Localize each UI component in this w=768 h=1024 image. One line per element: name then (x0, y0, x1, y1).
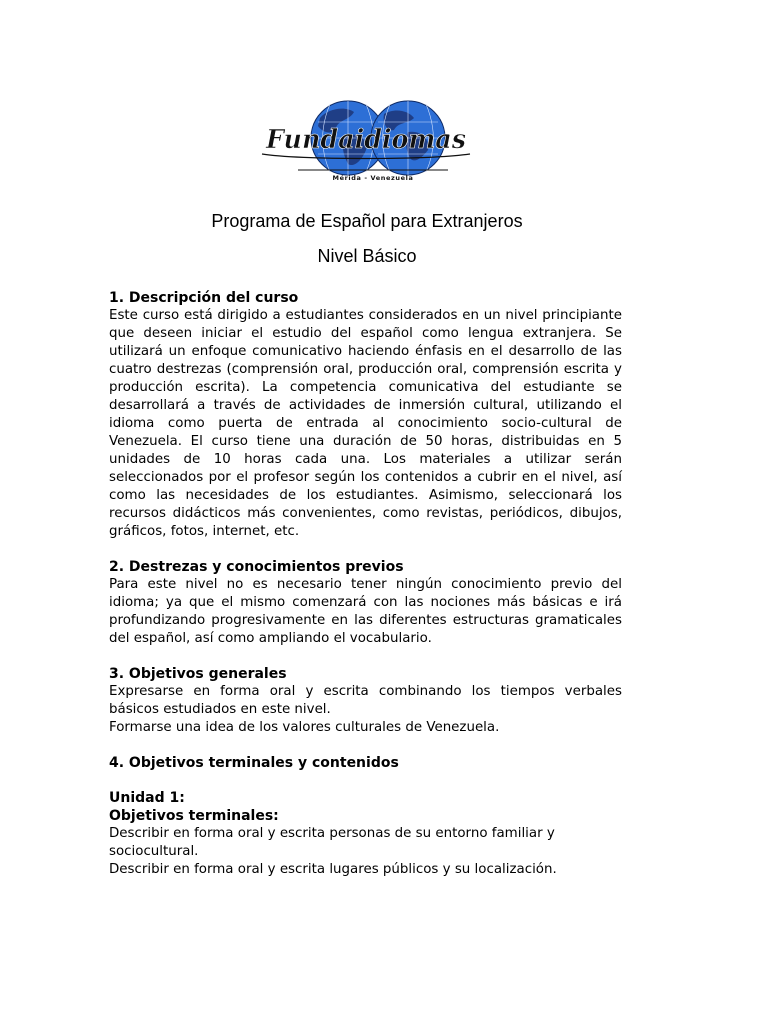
section-3-heading: 3. Objetivos generales (109, 666, 287, 682)
unit-1-objective-2: Describir en forma oral y escrita lugares públicos y su localización. (109, 862, 557, 877)
page-subtitle: Nivel Básico (317, 246, 417, 266)
terminal-objectives-heading: Objetivos terminales: (109, 808, 279, 824)
section-4-heading: 4. Objetivos terminales y contenidos (109, 755, 399, 771)
logo-brand-text: Fundaidiomas (265, 125, 467, 155)
section-2-heading: 2. Destrezas y conocimientos previos (109, 559, 404, 575)
page-title: Programa de Español para Extranjeros (211, 211, 523, 231)
logo-location-text: Mérida - Venezuela (332, 174, 414, 182)
unit-1-heading: Unidad 1: (109, 790, 185, 806)
unit-1-objective-1: Describir en forma oral y escrita personas de su entorno familiar y sociocultural. (109, 826, 555, 859)
section-1-heading: 1. Descripción del curso (109, 290, 299, 306)
section-3-body-2: Formarse una idea de los valores culturales de Venezuela. (109, 720, 500, 735)
document-body (109, 289, 622, 879)
section-1-body: Este curso está dirigido a estudiantes considerados en un nivel principiante que deseen iniciar el estudio del español como lengua extranjera. Se utilizará un enfoque comunicativo haciendo énfasis en el desarrollo de las cuatro destrezas (comprensión oral, producción oral, comprensión escrita y producción escrita). La competencia comunicativa del estudiante se desarrollará a través de actividades de inmersión cultural, utilizando el idioma como puerta de entrada al conocimiento socio-cultural de Venezuela. El curso tiene una duración de 50 horas, distribuidas en 5 unidades de 10 horas cada una. Los materiales a utilizar serán seleccionados por el profesor según los contenidos a cubrir en el nivel, así como las necesidades de los estudiantes. Asimismo, seleccionará los recursos didácticos más convenientes, como revistas, periódicos, dibujos, gráficos, fotos, internet, etc. (109, 308, 622, 539)
section-3-body-1: Expresarse en forma oral y escrita combinando los tiempos verbales básicos estudiados en este nivel. (109, 684, 622, 717)
section-2-body: Para este nivel no es necesario tener ningún conocimiento previo del idioma; ya que el mismo comenzará con las nociones más básicas e irá profundizando progresivamente en las diferentes estructuras gramaticales del español, así como ampliando el vocabulario. (109, 577, 622, 646)
fundaidiomas-logo (258, 98, 474, 188)
